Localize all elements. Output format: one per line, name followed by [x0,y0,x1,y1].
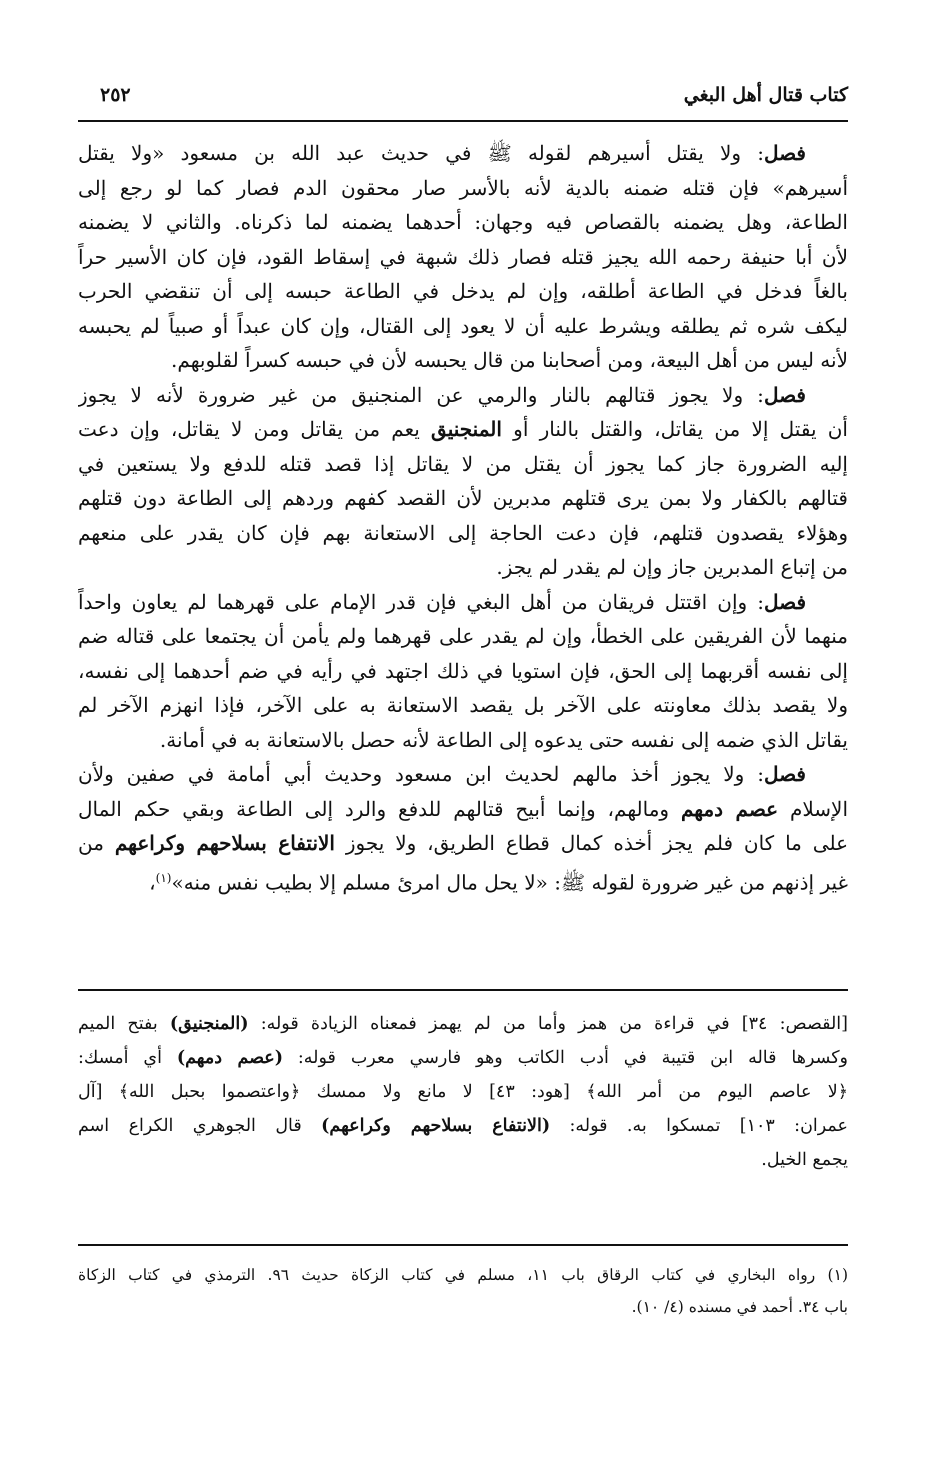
text-segment: بفتح الميم [78,1014,170,1034]
footnote-rule [78,1244,848,1246]
text-segment: إليه الضرورة جاز كما يجوز أن يقتل من لا يقاتل إذا قصد قتله للدفع ولا يستعين في [78,451,848,476]
text-segment: لأن أبا حنيفة رحمه الله يجيز قتله فصار ذلك شبهة في إسقاط القود، فإن كان الأسير حراً [78,244,848,269]
text-segment: على ما كان فلم يجز أخذه كمال قطاع الطريق، ولا يجوز [335,831,848,855]
text-line [78,723,848,758]
paragraph [78,1259,848,1323]
text-line [78,585,848,620]
text-line [78,654,848,689]
footnote-marker: (١) [155,870,172,885]
bold-term: فصل [763,382,806,407]
text-line [78,378,848,413]
text-line [78,516,848,551]
text-line [78,171,848,206]
text-line [78,447,848,482]
text-segment: قال الجوهري الكراع اسم [78,1116,322,1136]
text-segment: باب ٣٤. أحمد في مسنده (٤/ ١٠). [631,1298,848,1316]
text-segment: من إتباع المدبرين جاز وإن لم يقدر لم يجز. [496,555,848,579]
text-segment: ، [149,870,156,895]
text-line [78,619,848,654]
text-line [78,550,848,585]
text-line [78,481,848,516]
text-segment: الطاعة، وهل يضمنه بالقصاص فيه وجهان: أحدهما يضمنه لما ذكرناه. والثاني لا يضمنه [78,210,848,234]
text-segment: وهؤلاء يقصدون قتلهم، فإن دعت الحاجة إلى الاستعانة بهم فإن كان يقدر على منعهم [78,520,848,545]
text-segment: منهما لأن الفريقين على الخطأ، وإن لم يقدر على قهرهما ولم يأمن أن يجتمعا على قتاله ضم [78,624,848,648]
paragraph [78,757,848,895]
text-line [78,1109,848,1143]
header-rule [78,120,848,122]
page-number: ٢٥٢ [100,84,131,106]
text-segment: ليكف شره ثم يطلقه ويشرط عليه أن لا يعود إلى القتال، وإن كان عبداً أو صبياً لم يحبسه [78,313,848,338]
text-segment: (١) رواه البخاري في كتاب الرقاق باب ١١، مسلم في كتاب الزكاة حديث ٩٦. الترمذي في كتاب الزكاة [78,1266,848,1284]
text-line [78,343,848,378]
text-line [78,861,848,896]
text-segment: بالغاً فدخل في الطاعة أطلقه، وإن لم يدخل في الطاعة حبسه إلى أن تنقضي الحرب [78,279,848,303]
text-segment: يعم من يقاتل ومن لا يقاتل، وإن دعت [78,417,432,441]
text-segment: الإسلام [778,796,848,821]
text-segment: : ولا يجوز قتالهم بالنار والرمي عن المنجنيق من غير ضرورة لأنه لا يجوز [78,382,764,407]
text-line [78,309,848,344]
paragraph [78,1007,848,1177]
text-segment: يجمع الخيل. [761,1150,848,1170]
text-line [78,1291,848,1323]
footnotes [78,1259,848,1323]
text-segment: ومالهم، وإنما أبيح قتالهم للدفع والرد إلى الطاعة وبقي حكم المال [78,796,681,821]
text-line [78,792,848,827]
text-segment: : ولا يجوز أخذ مالهم لحديث ابن مسعود وحديث أبي أمامة في صفين ولأن [78,762,764,786]
commentary-text [78,1007,848,1177]
paragraph [78,585,848,758]
bold-term: الانتفاع بسلاحهم وكراعهم [114,831,335,855]
text-segment: وكسرها قاله ابن قتيبة في أدب الكاتب وهو فارسي معرب قوله: [283,1048,848,1068]
text-line [78,412,848,447]
text-segment: ولا يقصد بذلك معاونته على الآخر بل يقصد الاستعانة به على الآخر، فإذا انهزم الآخر لم [78,693,848,717]
running-header [78,84,848,116]
text-line [78,1075,848,1109]
text-segment: ﴿لا عاصم اليوم من أمر الله﴾ [هود: ٤٣] لا مانع ولا ممسك ﴿واعتصموا بحبل الله﴾ [آل [78,1082,848,1102]
text-line [78,1041,848,1075]
text-line [78,1143,848,1177]
bold-term: فصل [763,762,806,786]
paragraph [78,136,848,378]
text-line [78,240,848,275]
bold-term: فصل [763,589,807,614]
text-segment: أن يقتل إلا من يقاتل، والقتل بالنار أو [501,417,848,441]
text-segment: أي أمسك: [78,1048,177,1068]
text-segment: من [78,831,115,855]
commentary-rule [78,989,848,991]
text-line [78,136,848,171]
text-line [78,826,848,861]
text-line [78,1259,848,1291]
text-segment: : وإن اقتتل فريقان من أهل البغي فإن قدر الإمام على قهرهما لم يعاون واحداً [78,589,764,614]
text-line [78,688,848,723]
bold-term: المنجنيق [431,417,502,441]
chapter-title: كتاب قتال أهل البغي [683,84,848,106]
main-text [78,136,848,895]
bold-term: (المنجنيق) [169,1014,249,1034]
text-segment: يقاتل الذي ضمه إلى نفسه حتى يدعوه إلى الطاعة لأنه حصل بالاستعانة به في أمانة. [159,727,848,752]
text-line [78,205,848,240]
bold-term: فصل [763,141,806,165]
text-segment: : ولا يقتل أسيرهم لقوله ﷺ في حديث عبد الله بن مسعود «ولا يقتل [78,141,764,165]
paragraph [78,378,848,585]
text-segment: أسيرهم» فإن قتله ضمنه بالدية لأنه بالأسر صار محقون الدم فصار كما لو رجع إلى [78,175,848,200]
text-segment: لأنه ليس من أهل البيعة، ومن أصحابنا من قال يحبسه لأن في حبسه كسراً لقلوبهم. [171,348,848,372]
text-segment: قتالهم بالكفار ولا بمن يرى قتلهم مدبرين لأن القصد كفهم وردهم إلى الطاعة دون قتلهم [78,486,848,510]
bold-term: (عصم دمهم) [176,1048,283,1068]
text-segment: عمران: ١٠٣] تمسكوا به. قوله: [550,1116,848,1136]
text-line [78,274,848,309]
bold-term: عصم دمهم [680,796,779,821]
text-line [78,757,848,792]
text-segment: غير إذنهم من غير ضرورة لقوله ﷺ: «لا يحل مال امرئ مسلم إلا بطيب نفس منه» [171,870,848,895]
bold-term: (الانتفاع بسلاحهم وكراعهم) [321,1116,551,1136]
text-segment: [القصص: ٣٤] في قراءة من همز وأما من لم يهمز فمعناه الزيادة قوله: [248,1014,848,1034]
text-line [78,1007,848,1041]
text-segment: إلى نفسه أقربهما إلى الحق، فإن استويا في ذلك اجتهد في رأيه في ضم أحدهما إلى نفسه، [78,658,848,683]
